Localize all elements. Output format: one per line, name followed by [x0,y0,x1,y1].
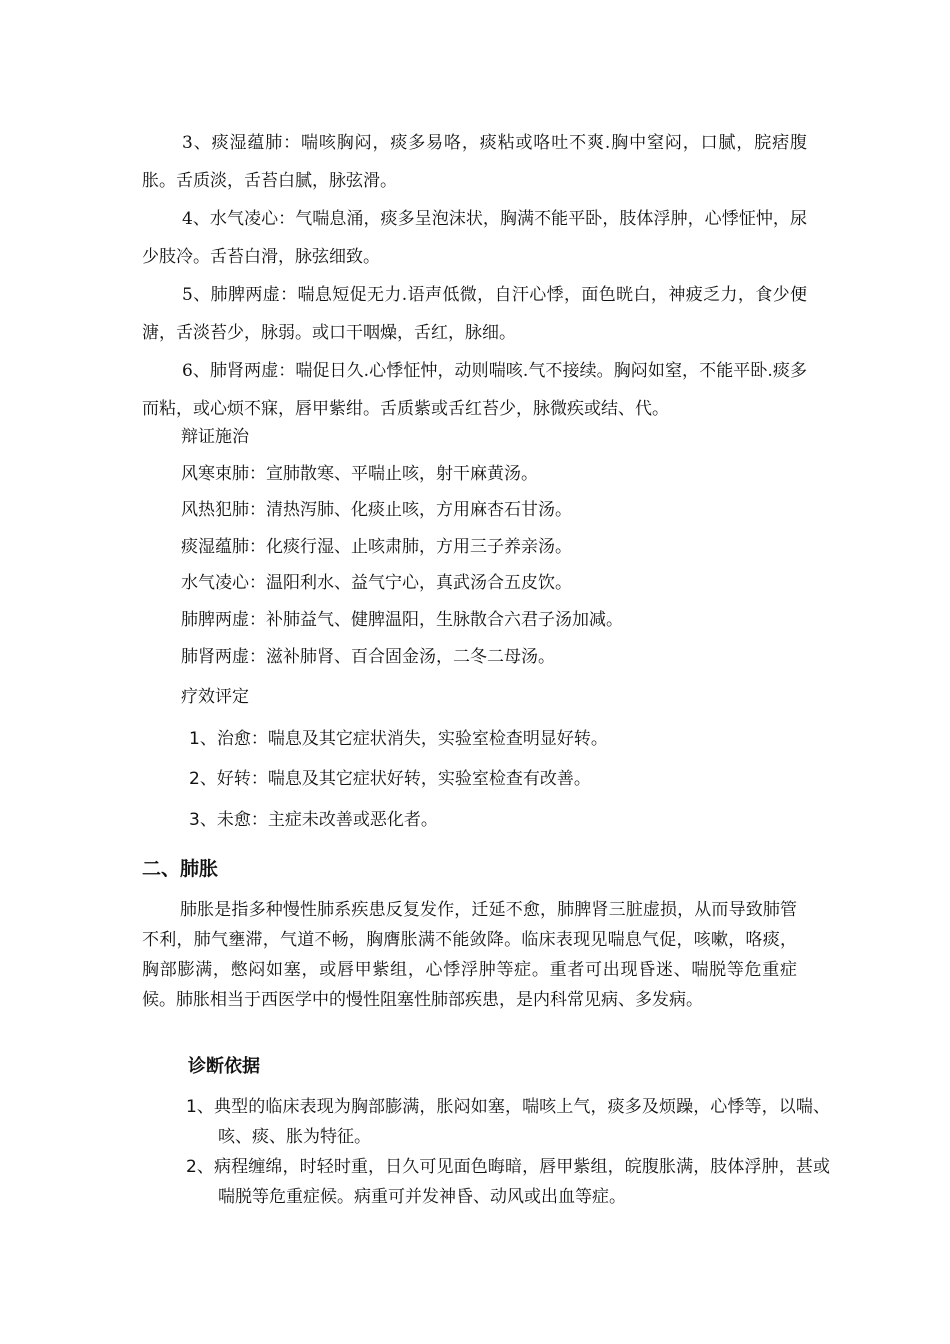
section-title: 二、肺胀 [142,858,219,880]
section-intro: 肺胀是指多种慢性肺系疾患反复发作，迁延不愈，肺脾肾三脏虚损，从而导致肺管不利，肺气壅滞，气道不畅，胸膺胀满不能敛降。临床表现见喘息气促，咳嗽，咯痰，胸部膨满，憋闷如塞，或唇甲紫组，心悸浮肿等症。重者可出现昏迷、喘脱等危重症候。肺胀相当于西医学中的慢性阻塞性肺部疾患，是内科常见病、多发病。 [142,900,797,1010]
efficacy-item: 3、未愈：主症未改善或恶化者。 [189,810,438,830]
treatment-item: 水气凌心：温阳利水、益气宁心，真武汤合五皮饮。 [181,573,572,593]
treatment-item: 痰湿蕴肺：化痰行湿、止咳肃肺，方用三子养亲汤。 [181,537,572,557]
symptom-paragraph: 6、肺肾两虚：喘促日久.心悸怔忡，动则喘咳.气不接续。胸闷如窒，不能平卧.痰多而粘，或心烦不寐，唇甲紫绀。舌质紫或舌红苔少，脉微疾或结、代。 [142,361,807,419]
treatment-item: 风热犯肺：清热泻肺、化痰止咳，方用麻杏石甘汤。 [181,500,572,520]
symptom-paragraph: 3、痰湿蕴肺：喘咳胸闷，痰多易咯，痰粘或咯吐不爽.胸中窒闷，口腻，脘痞腹胀。舌质淡，舌苔白腻，脉弦滑。 [142,133,807,191]
symptom-paragraph: 4、水气凌心：气喘息涌，痰多呈泡沫状，胸满不能平卧，肢体浮肿，心悸怔忡，尿少肢冷。舌苔白滑，脉弦细致。 [142,209,807,267]
efficacy-heading: 疗效评定 [181,687,249,707]
treatment-heading: 辩证施治 [181,427,249,447]
treatment-item: 风寒束肺：宣肺散寒、平喘止咳，射干麻黄汤。 [181,464,538,484]
efficacy-item: 2、好转：喘息及其它症状好转，实验室检查有改善。 [189,769,591,789]
symptom-paragraph: 5、肺脾两虚：喘息短促无力.语声低微，自汗心悸，面色晄白，神疲乏力，食少便溏，舌淡苔少，脉弱。或口干咽燥，舌红，脉细。 [142,285,807,343]
efficacy-item: 1、治愈：喘息及其它症状消失，实验室检查明显好转。 [189,729,608,749]
diagnosis-item: 1、典型的临床表现为胸部膨满，胀闷如塞，喘咳上气，痰多及烦躁，心悸等，以喘、咳、痰、胀为特征。 [186,1097,830,1147]
diagnosis-item: 2、病程缠绵，时轻时重，日久可见面色晦暗，唇甲紫组，皖腹胀满，肢体浮肿，甚或喘脱等危重症候。病重可并发神昏、动风或出血等症。 [186,1157,830,1207]
treatment-item: 肺肾两虚：滋补肺肾、百合固金汤，二冬二母汤。 [181,647,555,667]
diagnosis-heading: 诊断依据 [188,1056,260,1077]
treatment-item: 肺脾两虚：补肺益气、健脾温阳，生脉散合六君子汤加减。 [181,610,623,630]
